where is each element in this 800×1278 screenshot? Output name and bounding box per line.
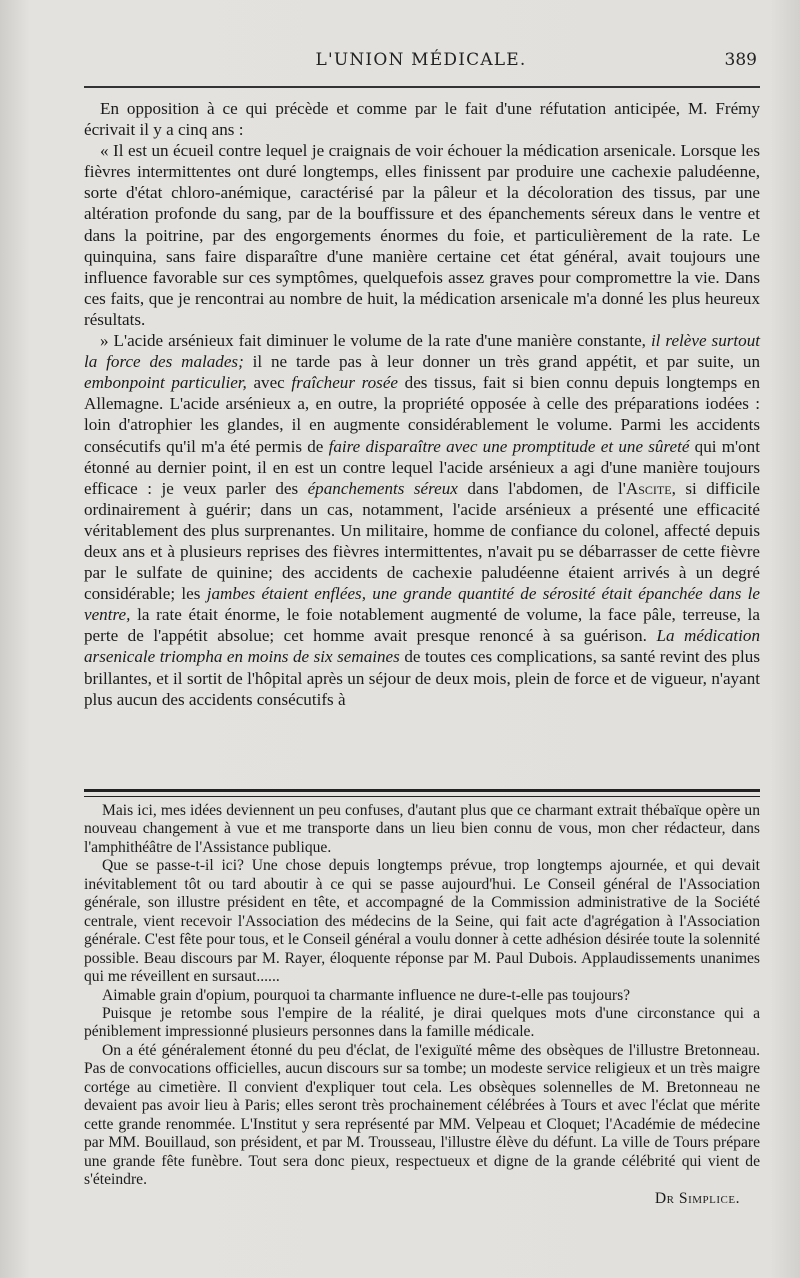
text-run: des tissus, fait si bien connu depuis longtemps en Allemagne. L'acide arsénieux a, en outre, la propriété opposée à celle des préparations iodées : loin d'atrophier les glandes, il en augmente considérablement le volume. Parmi les accidents consécutifs qu'il m'a été permis de: [84, 373, 760, 456]
feuilleton-paragraph-5: On a été généralement étonné du peu d'éclat, de l'exiguïté même des obsèques de l'illustre Bretonneau. Pas de convocations officielles, aucun discours sur sa tombe; un modeste service religieux et un très maigre cortége au cimetière. Il convient d'expliquer tout cela. Les obsèques solennelles de M. Bretonneau ne devaient pas avoir lieu à Paris; elles seront très prochainement célébrées à Tours et avec l'éclat que mérite cette grande renommée. L'Institut y sera représenté par MM. Velpeau et Cloquet; l'Académie de médecine par MM. Bouillaud, son président, et par M. Trousseau, l'illustre élève du défunt. La ville de Tours prépare une grande fête funèbre. Tout sera donc pieux, respectueux et digne de la grande célébrité qui vient de s'éteindre.: [84, 1041, 760, 1189]
text-run: dans l'abdomen, de l': [467, 478, 626, 498]
feuilleton-body: [84, 802, 760, 1208]
italic-run: La médication arsenicale triompha en moins de six semaines: [84, 626, 760, 667]
italic-run: jambes étaient enflées, une grande quantité de sérosité était épanchée dans le ventre,: [84, 584, 760, 625]
text-run: qui m'ont étonné au dernier point, il en est un contre lequel l'acide arsénieux a agi d'une manière toujours efficace : je veux parler des: [84, 436, 760, 498]
italic-run: épanchements séreux: [307, 478, 458, 498]
italic-run: fraîcheur rosée: [291, 373, 399, 393]
small-caps-run: Ascite: [625, 478, 672, 498]
italic-run: faire disparaître avec une promptitude et une sûreté: [328, 436, 690, 456]
text-run: » L'acide arsénieux fait diminuer le volume de la rate d'une manière constante,: [100, 331, 646, 351]
text-run: la rate était énorme, le foie notablement augmenté de volume, la face pâle, terreuse, la perte de l'appétit absolue; cet homme avait presque renoncé à sa guérison.: [84, 605, 760, 646]
text-run: de toutes ces complications, sa santé revint des plus brillantes, et il sortit de l'hôpital après un séjour de deux mois, plein de force et de vigueur, n'ayant plus aucun des accidents consécutifs à: [84, 647, 760, 709]
feuilleton-paragraph-3: Aimable grain d'opium, pourquoi ta charmante influence ne dure-t-elle pas toujours?: [102, 986, 631, 1004]
italic-run: embonpoint particulier,: [84, 373, 247, 393]
text-run: avec: [253, 373, 285, 393]
page-header: [85, 50, 757, 74]
article-paragraph-2: « Il est un écueil contre lequel je craignais de voir échouer la médication arsenicale. Lorsque les fièvres intermittentes ont duré longtemps, elles finissent par produire une cachexie paludéenne, sorte d'état chloro-anémique, caractérisé par la pâleur et la décoloration des tissus, par une altération profonde du sang, par de la bouffissure et des épanchements séreux dans le ventre et dans la poitrine, par des engorgements énormes du foie, et particulièrement de la rate. Le quinquina, sans faire disparaître d'une manière certaine cet état général, avait toujours une influence favorable sur ces symptômes, quelquefois assez graves pour compromettre la vie. Dans ces faits, que je rencontrai au nombre de huit, la médication arsenicale m'a donné les plus heureux résultats.: [84, 141, 760, 329]
italic-run: il relève surtout la force des malades;: [84, 331, 760, 372]
feuilleton-paragraph-2: Que se passe-t-il ici? Une chose depuis longtemps prévue, trop longtemps ajournée, et qui devait inévitablement tôt ou tard aboutir à ce qui se passe aujourd'hui. Le Conseil général de l'Association générale, son illustre président en tête, et accompagné de la Commission administrative de la Société centrale, vient recevoir l'Association des médecins de la Seine, qui fait acte d'agrégation à l'Association générale. C'est fête pour tous, et le Conseil général a voulu donner à cette adhésion désirée toute la solennité possible. Beau discours par M. Rayer, éloquente réponse par M. Paul Dubois. Applaudissements unanimes qui me réveillent en sursaut......: [84, 857, 760, 986]
header-rule: [84, 86, 760, 88]
page-number: 389: [724, 50, 757, 70]
article-body: [84, 98, 760, 710]
running-title: L'UNION MÉDICALE.: [315, 50, 527, 70]
feuilleton-paragraph-1: Mais ici, mes idées deviennent un peu confuses, d'autant plus que ce charmant extrait thébaïque opère un nouveau changement à vue et me transporte dans un lieu bien connu de vous, mon cher rédacteur, dans l'amphithéâtre de l'Assistance publique.: [84, 802, 760, 856]
feuilleton-paragraph-4: Puisque je retombe sous l'empire de la réalité, je dirai quelques mots d'une circonstance qui a péniblement impressionné plusieurs personnes dans la famille médicale.: [84, 1004, 760, 1041]
feuilleton-separator: [84, 789, 760, 797]
signature-line: [84, 1190, 760, 1208]
article-paragraph-1: En opposition à ce qui précède et comme par le fait d'une réfutation anticipée, M. Frémy écrivait il y a cinq ans :: [84, 99, 760, 140]
text-run: il ne tarde pas à leur donner un très grand appétit, et par suite, un: [252, 352, 760, 372]
author-signature: Dr Simplice.: [654, 1189, 740, 1207]
article-paragraph-3: [84, 330, 760, 710]
text-run: , si difficile ordinairement à guérir; dans un cas, notamment, l'acide arsénieux a présenté une efficacité véritablement des plus surprenantes. Un militaire, homme de confiance du colonel, affecté depuis deux ans et à plusieurs reprises des fièvres intermittentes, n'avait pu se débarrasser de cette fièvre par le sulfate de quinine; des accidents de cachexie paludéenne étaient arrivés à un degré considérable; les: [84, 478, 760, 604]
